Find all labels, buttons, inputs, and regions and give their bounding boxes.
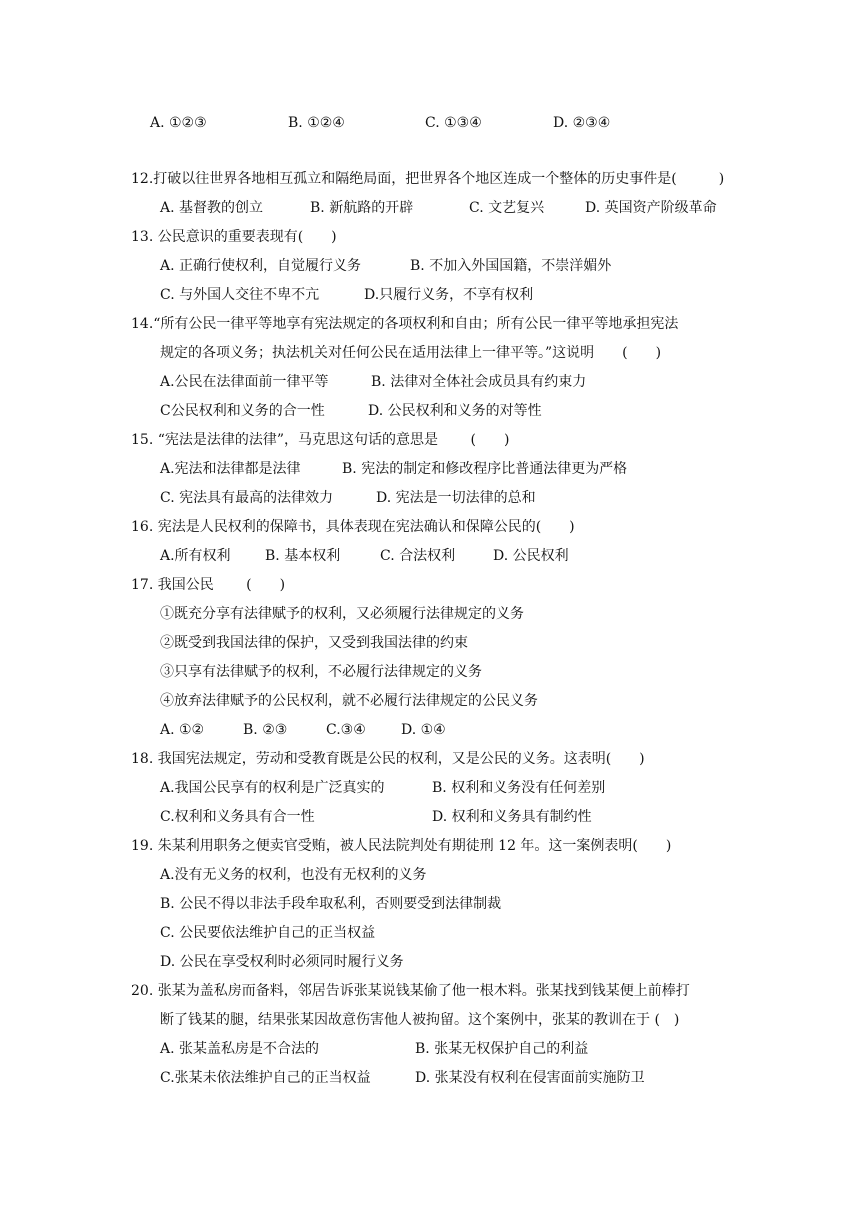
q18-option-c: C.权利和义务具有合一性 (160, 809, 315, 825)
q15-options-row1 (0, 460, 860, 478)
q20-options-row1 (0, 1040, 860, 1058)
q19-option-d: D. 公民在享受权利时必须同时履行义务 (160, 954, 404, 970)
q17-option-c: C.③④ (326, 722, 366, 738)
q15-option-b: B. 宪法的制定和修改程序比普通法律更为严格 (342, 461, 628, 477)
q17-item-1: ①既充分享有法律赋予的权利，又必须履行法律规定的义务 (160, 606, 524, 622)
q16-option-c: C. 合法权利 (380, 548, 456, 564)
q17-stem: 17. 我国公民 ( ) (131, 577, 286, 593)
q14-stem-line1: 14.“所有公民一律平等地享有宪法规定的各项权利和自由；所有公民一律平等地承担宪法 (131, 316, 679, 332)
q13-options-row1 (0, 257, 860, 275)
q15-options-row2 (0, 489, 860, 507)
q16-option-d: D. 公民权利 (493, 548, 569, 564)
q16-option-a: A.所有权利 (160, 548, 231, 564)
q13-stem: 13. 公民意识的重要表现有( ) (131, 229, 337, 245)
q17-item-2: ②既受到我国法律的保护，又受到我国法律的约束 (160, 635, 468, 651)
q14-stem-line2: 规定的各项义务；执法机关对任何公民在适用法律上一律平等。”这说明 ( ) (160, 345, 662, 361)
q16-stem: 16. 宪法是人民权利的保障书，具体表现在宪法确认和保障公民的( ) (131, 519, 575, 535)
q17-option-b: B. ②③ (243, 722, 288, 738)
q20-stem-line2: 断了钱某的腿，结果张某因故意伤害他人被拘留。这个案例中，张某的教训在于 ( ) (160, 1012, 680, 1028)
q18-stem: 18. 我国宪法规定，劳动和受教育既是公民的权利，又是公民的义务。这表明( ) (131, 751, 645, 767)
q14-option-a: A.公民在法律面前一律平等 (160, 374, 329, 390)
q18-option-d: D. 权利和义务具有制约性 (432, 809, 592, 825)
q15-option-d: D. 宪法是一切法律的总和 (376, 490, 536, 506)
q17-option-d: D. ①④ (401, 722, 446, 738)
q12-option-b: B. 新航路的开辟 (310, 200, 414, 216)
q15-option-a: A.宪法和法律都是法律 (160, 461, 301, 477)
q20-options-row2 (0, 1069, 860, 1087)
q20-option-a: A. 张某盖私房是不合法的 (160, 1041, 320, 1057)
q11-option-c: C. ①③④ (425, 115, 482, 131)
q17-option-a: A. ①② (160, 722, 205, 738)
q11-option-d: D. ②③④ (553, 115, 611, 131)
q19-option-c: C. 公民要依法维护自己的正当权益 (160, 925, 376, 941)
q17-options (0, 721, 860, 739)
q14-option-d: D. 公民权利和义务的对等性 (368, 403, 542, 419)
q13-option-b: B. 不加入外国国籍，不崇洋媚外 (410, 258, 612, 274)
q13-options-row2 (0, 286, 860, 304)
q12-option-a: A. 基督教的创立 (160, 200, 264, 216)
q14-option-c: C公民权利和义务的合一性 (160, 403, 325, 419)
q20-option-c: C.张某未依法维护自己的正当权益 (160, 1070, 371, 1086)
q20-option-d: D. 张某没有权利在侵害面前实施防卫 (415, 1070, 645, 1086)
q17-item-4: ④放弃法律赋予的公民权利，就不必履行法律规定的公民义务 (160, 693, 538, 709)
q11-option-b: B. ①②④ (288, 115, 345, 131)
q12-option-d: D. 英国资产阶级革命 (585, 200, 717, 216)
q14-option-b: B. 法律对全体社会成员具有约束力 (371, 374, 587, 390)
q13-option-d: D.只履行义务，不享有权利 (364, 287, 534, 303)
q18-options-row1 (0, 779, 860, 797)
q11-option-a: A. ①②③ (150, 115, 207, 131)
q18-option-a: A.我国公民享有的权利是广泛真实的 (160, 780, 385, 796)
q15-option-c: C. 宪法具有最高的法律效力 (160, 490, 334, 506)
q17-item-3: ③只享有法律赋予的权利，不必履行法律规定的义务 (160, 664, 482, 680)
q19-option-a: A.没有无义务的权利，也没有无权利的义务 (160, 867, 427, 883)
q16-options (0, 547, 860, 565)
q19-option-b: B. 公民不得以非法手段牟取私利，否则要受到法律制裁 (160, 896, 502, 912)
q12-options (0, 199, 860, 217)
q18-option-b: B. 权利和义务没有任何差别 (432, 780, 606, 796)
q16-option-b: B. 基本权利 (265, 548, 341, 564)
q13-option-c: C. 与外国人交往不卑不亢 (160, 287, 320, 303)
q14-options-row1 (0, 373, 860, 391)
q19-stem: 19. 朱某利用职务之便卖官受贿，被人民法院判处有期徒刑 12 年。这一案例表明( ) (131, 838, 672, 854)
q12-stem: 12.打破以往世界各地相互孤立和隔绝局面，把世界各个地区连成一个整体的历史事件是( ) (131, 171, 725, 187)
q20-option-b: B. 张某无权保护自己的利益 (415, 1041, 589, 1057)
q14-options-row2 (0, 402, 860, 420)
q12-option-c: C. 文艺复兴 (469, 200, 545, 216)
q20-stem-line1: 20. 张某为盖私房而备料，邻居告诉张某说钱某偷了他一根木料。张某找到钱某便上前棒打 (131, 983, 690, 999)
q15-stem: 15. “宪法是法律的法律”，马克思这句话的意思是 ( ) (131, 432, 510, 448)
q13-option-a: A. 正确行使权利，自觉履行义务 (160, 258, 362, 274)
q11-options (0, 114, 860, 132)
q18-options-row2 (0, 808, 860, 826)
